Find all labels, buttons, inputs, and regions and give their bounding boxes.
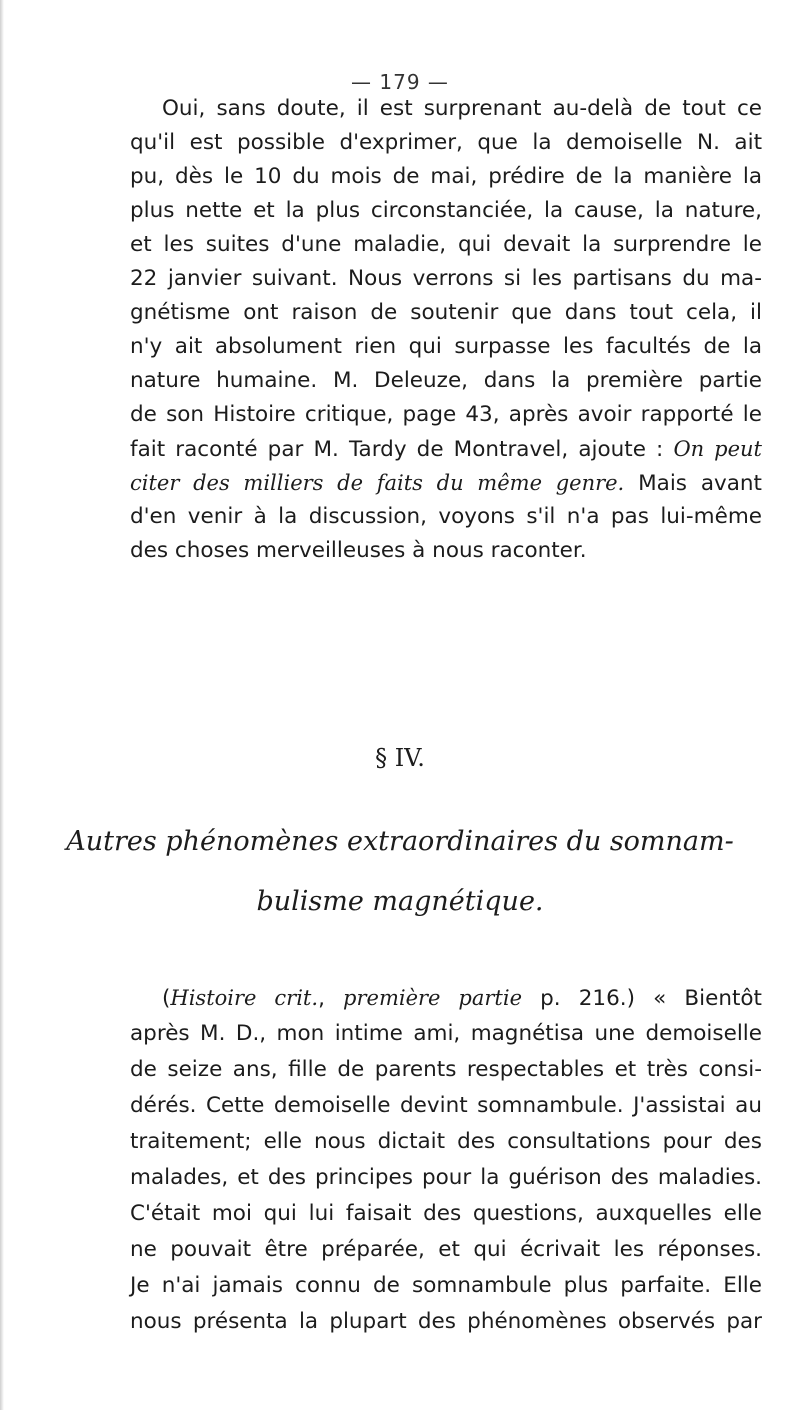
text-line: pu, dès le 10 du mois de mai, prédire de la manière la — [130, 164, 762, 189]
text-line: qu'il est possible d'exprimer, que la demoiselle N. ait — [130, 130, 762, 155]
paragraph-2 — [130, 980, 762, 1340]
text-line: Je n'ai jamais connu de somnambule plus parfaite. Elle — [130, 1273, 762, 1298]
text-line: ne pouvait être préparée, et qui écrivait les réponses. — [130, 1237, 762, 1262]
text-segment: fait raconté par M. Tardy de Montravel, ajoute : — [130, 437, 664, 462]
text-line — [130, 980, 762, 1016]
italic-quote: On peut — [673, 437, 762, 461]
italic-quote: citer des milliers de faits du même genre. — [130, 471, 625, 495]
italic-citation: première partie — [343, 986, 523, 1010]
text-line: Oui, sans doute, il est surprenant au-delà de tout ce — [162, 96, 762, 121]
text-line: nature humaine. M. Deleuze, dans la première partie — [130, 368, 762, 393]
text-line: dérés. Cette demoiselle devint somnambule. J'assistai au — [130, 1093, 762, 1118]
text-line: plus nette et la plus circonstanciée, la cause, la nature, — [130, 198, 762, 223]
italic-citation: Histoire crit. — [170, 986, 319, 1010]
text-line: de seize ans, fille de parents respectables et très consi- — [130, 1057, 762, 1082]
text-segment: , — [318, 986, 325, 1011]
text-line — [130, 432, 762, 466]
page-number: — 179 — — [351, 70, 449, 94]
paragraph-1 — [130, 92, 762, 568]
text-line: malades, et des principes pour la guérison des maladies. — [130, 1165, 762, 1190]
text-line: n'y ait absolument rien qui surpasse les facultés de la — [130, 334, 762, 359]
text-line: C'était moi qui lui faisait des questions, auxquelles elle — [130, 1201, 762, 1226]
text-line — [130, 466, 762, 500]
text-line: 22 janvier suivant. Nous verrons si les partisans du ma- — [130, 266, 762, 291]
text-segment: Mais avant — [638, 471, 762, 496]
text-line: traitement; elle nous dictait des consultations pour des — [130, 1129, 762, 1154]
text-line: des choses merveilleuses à nous raconter. — [130, 538, 587, 563]
text-line: après M. D., mon intime ami, magnétisa une demoiselle — [130, 1021, 762, 1046]
section-number: § IV. — [375, 744, 425, 772]
text-line: gnétisme ont raison de soutenir que dans tout cela, il — [130, 300, 762, 325]
section-title-line-1: Autres phénomènes extraordinaires du somnam- — [66, 826, 734, 857]
page-edge-shadow — [0, 0, 4, 1410]
text-line: et les suites d'une maladie, qui devait la surprendre le — [130, 232, 762, 257]
text-line: nous présenta la plupart des phénomènes observés par — [130, 1309, 762, 1334]
text-line: de son Histoire critique, page 43, après avoir rapporté le — [130, 402, 762, 427]
section-title-line-2: bulisme magnétique. — [256, 886, 544, 917]
text-segment: p. 216.) « Bientôt — [540, 986, 762, 1011]
text-line: d'en venir à la discussion, voyons s'il n'a pas lui-même — [130, 504, 762, 529]
text-segment: ( — [162, 986, 171, 1011]
